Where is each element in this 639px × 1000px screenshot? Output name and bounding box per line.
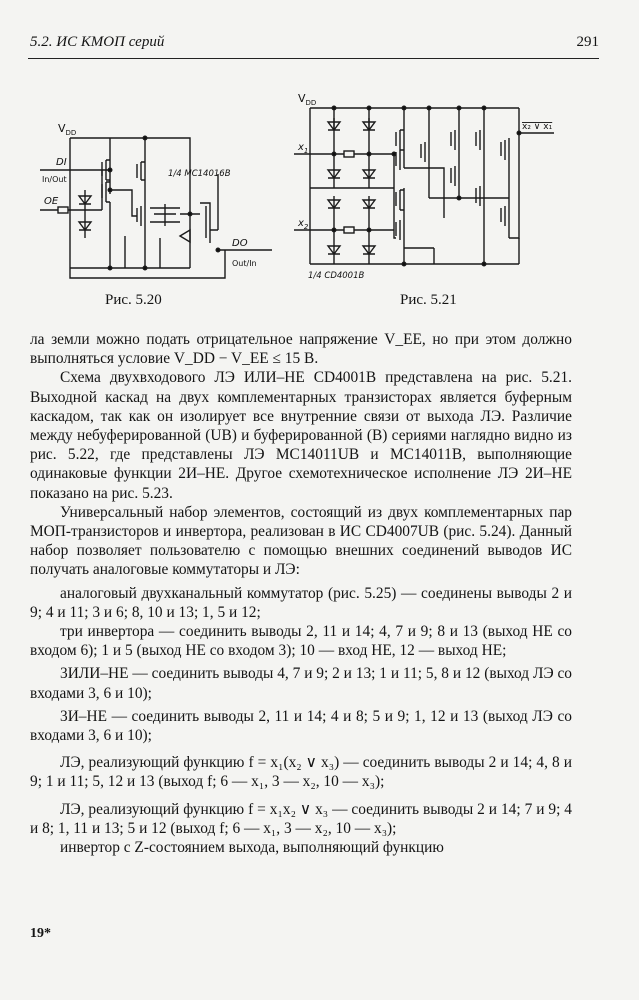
running-header — [30, 34, 599, 56]
x2-label: $x_2$ — [298, 218, 309, 231]
page-number: 291 — [576, 34, 599, 50]
figure-5-20-schematic — [40, 118, 275, 288]
paragraph: Универсальный набор элементов, состоящий из двух комплементарных пар МОП-транзисторов и инвертора, реализован в ИС CD4007UB (рис. 5.24). Данный набор позволяет пользователю с помощью внешних соединений выводов ИС получать аналоговые коммутаторы и ЛЭ: — [30, 503, 572, 579]
figure-5-21-caption: Рис. 5.21 — [400, 292, 457, 308]
out-in-label: Out/In — [232, 259, 257, 268]
signature-mark: 19* — [30, 926, 51, 941]
oe-label: OE — [44, 196, 59, 207]
paragraph: ЛЭ, реализующий функцию f = x₁x₂ ∨ x₃ — соединить выводы 2 и 14; 7 и 9; 4 и 8; 1, 11 и 13; 5 и 12 (выход f; 6 — x₁, 3 — x₂, 10 — x₃); — [30, 800, 572, 837]
do-label: DO — [232, 238, 248, 249]
paragraph: 3ИЛИ–НЕ — соединить выводы 4, 7 и 9; 2 и 13; 1 и 11; 5, 8 и 12 (выход ЛЭ со входами 3, 6 и 10); — [30, 665, 572, 702]
paragraph: инвертор с Z-состоянием выхода, выполняющий функцию — [60, 839, 444, 857]
header-rule — [28, 58, 599, 59]
di-label: DI — [56, 157, 67, 168]
paragraph: ла земли можно подать отрицательное напряжение V_EE, но при этом должно выполняться условие V_DD − V_EE ≤ 15 В. — [30, 331, 572, 368]
paragraph: три инвертора — соединить выводы 2, 11 и 14; 4, 7 и 9; 8 и 13 (выход НЕ со входом 6); 1 и 5 (выход НЕ со входом 3); 10 — вход НЕ, 12 — выход НЕ; — [30, 623, 572, 660]
paragraph: 3И–НЕ — соединить выводы 2, 11 и 14; 4 и 8; 5 и 9; 1, 12 и 13 (выход ЛЭ со входами 3, 6 и 10); — [30, 707, 572, 745]
paragraph: ЛЭ, реализующий функцию f = x₁(x₂ ∨ x₃) — соединить выводы 2 и 14; 4, 8 и 9; 1 и 11; 5, 12 и 13 (выход f; 6 — x₁, 3 — x₂, 10 — x₃); — [30, 754, 572, 791]
chip-label: 1/4 MC14016B — [168, 169, 231, 179]
vdd-label: $V_{DD}$ — [298, 92, 317, 107]
paragraph: аналоговый двухканальный коммутатор (рис. 5.25) — соединены выводы 2 и 9; 4 и 11; 3 и 6; 8, 10 и 13; 1, 5 и 12; — [30, 584, 572, 621]
figure-5-20-caption: Рис. 5.20 — [105, 292, 162, 308]
figure-5-21-schematic — [294, 88, 574, 283]
section-title: 5.2. ИС КМОП серий — [30, 34, 165, 50]
output-label: x₂ ∨ x₁ — [522, 122, 553, 132]
paragraph: Схема двухвходового ЛЭ ИЛИ–НЕ CD4001B представлена на рис. 5.21. Выходной каскад на двух комплементарных транзисторах является буферным каскадом, так как он изолирует все внутренние связи от выхода ЛЭ. Различие между небуферированной (UB) и буферированной (B) сериями наглядно видно из рис. 5.22, где представлены ЛЭ MC14011UB и MC14011B, выполняющие одинаковые функции 2И–НЕ. Другое схемотехническое исполнение ЛЭ 2И–НЕ показано на рис. 5.23. — [30, 369, 572, 502]
in-out-label: In/Out — [42, 175, 67, 184]
body-text — [30, 330, 572, 857]
x1-label: $x_1$ — [298, 142, 309, 155]
chip-label: 1/4 CD4001B — [308, 271, 365, 281]
vdd-label: $V_{DD}$ — [58, 122, 77, 137]
